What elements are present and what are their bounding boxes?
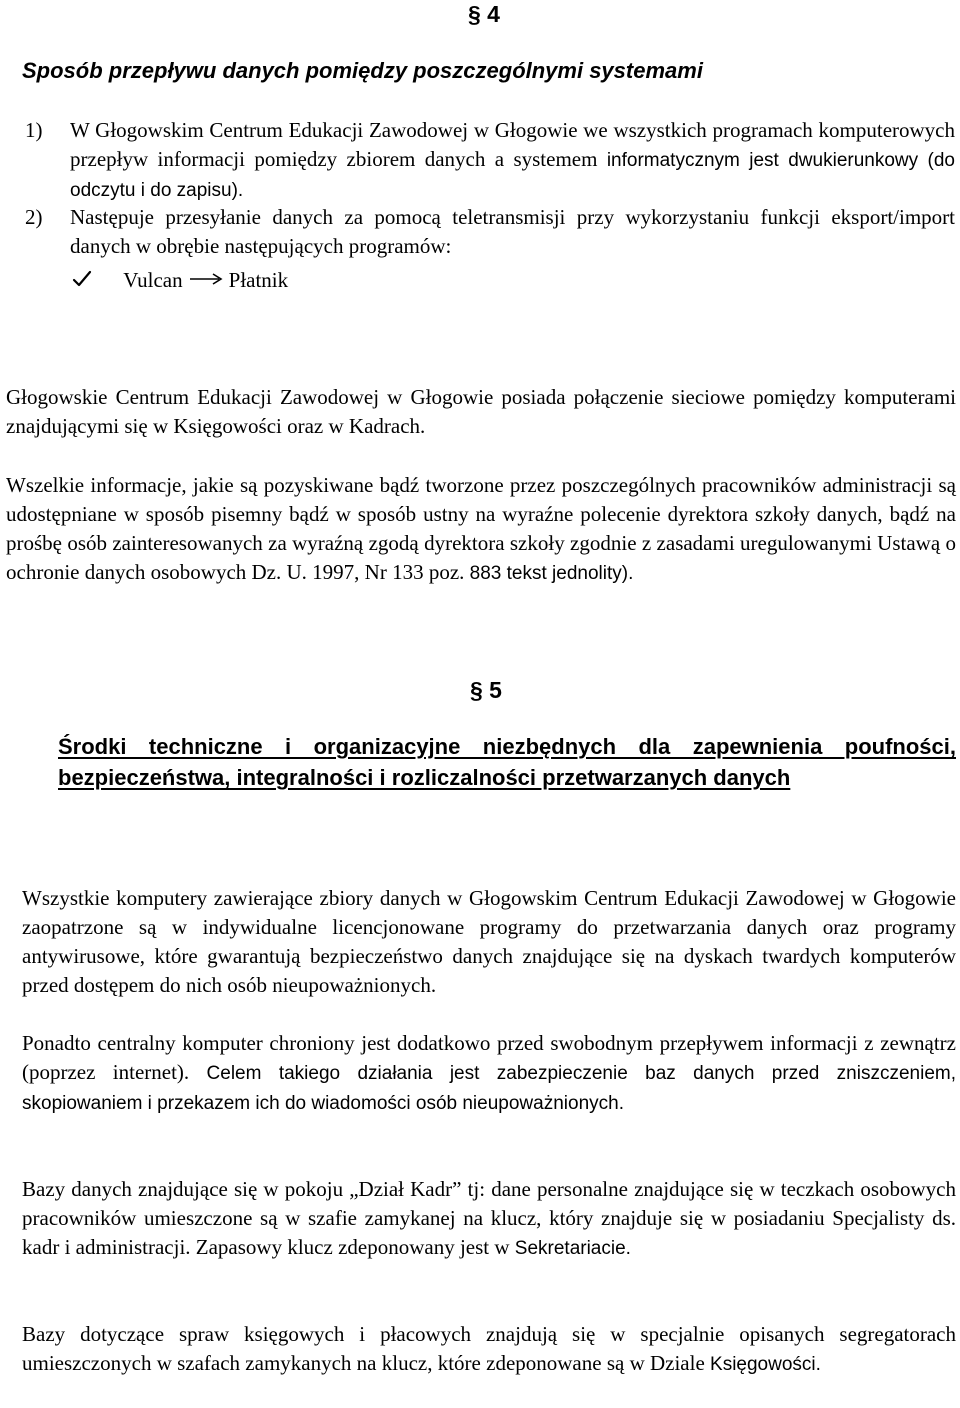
- paragraph-accounting-text-sans: Księgowości.: [710, 1354, 821, 1375]
- paragraph-information-text-sans: 883 tekst jednolity).: [469, 563, 634, 584]
- list-item-text-sans: informatycznym jest dwukierunkowy (do odczytu i do zapisu).: [70, 150, 955, 201]
- list-item-text: [70, 116, 955, 205]
- paragraph-central-text-serif: Ponadto centralny komputer chroniony jest dodatkowo przed swobodnym przepływem informacji z zewnątrz (poprzez internet).: [22, 1031, 956, 1084]
- list-item-1: [25, 116, 955, 206]
- section-4-title: Sposób przepływu danych pomiędzy poszczególnymi systemami: [22, 58, 703, 83]
- list-item-2: [25, 203, 955, 263]
- paragraph-accounting-text-serif: Bazy dotyczące spraw księgowych i płacowych znajdują się w specjalnie opisanych segregatorach umieszczonych w szafach zamykanych na klucz, które zdeponowane są w Dziale: [22, 1322, 956, 1375]
- list-item-number: 2): [25, 205, 43, 229]
- list-item-text-serif: W Głogowskim Centrum Edukacji Zawodowej w Głogowie we wszystkich programach komputerowych przepływ informacji pomiędzy zbiorem danych a systemem: [70, 118, 955, 171]
- paragraph-hr-text-serif: Bazy danych znajdujące się w pokoju „Dział Kadr” tj: dane personalne znajdujące się w teczkach osobowych pracowników umieszczone są w szafie zamykanej na klucz, który znajduje się w posiadaniu Specjalisty ds. kadr i administracji. Zapasowy klucz zdeponowany jest w: [22, 1177, 956, 1259]
- section-5-title: Środki techniczne i organizacyjne niezbędnych dla zapewnienia poufności, bezpieczeństwa, integralności i rozliczalności przetwarzanych danych: [58, 734, 956, 790]
- program-target: Płatnik: [228, 268, 289, 292]
- paragraph-hr-department: [22, 1175, 956, 1263]
- section-4-marker: § 4: [468, 1, 500, 27]
- paragraph-central-computer: [22, 1029, 956, 1118]
- list-item-text: Następuje przesyłanie danych za pomocą teletransmisji przy wykorzystaniu funkcji eksport/import danych w obrębie następujących programów:: [70, 205, 955, 258]
- section-5-marker: § 5: [470, 677, 502, 703]
- program-flow: [72, 266, 472, 295]
- paragraph-hr-text-sans: Sekretariacie.: [514, 1238, 631, 1259]
- paragraph-central-text-sans: Celem takiego działania jest zabezpieczenie baz danych przed zniszczeniem, skopiowaniem i przekazem ich do wiadomości osób nieupoważnionych.: [22, 1063, 956, 1114]
- paragraph-accounting: [22, 1320, 956, 1379]
- paragraph-information-sharing: [6, 471, 956, 588]
- right-arrow-icon: [189, 272, 223, 286]
- check-icon: [72, 269, 92, 289]
- program-source: Vulcan: [123, 268, 183, 292]
- list-item-number: 1): [25, 118, 43, 142]
- paragraph-computers: Wszystkie komputery zawierające zbiory danych w Głogowskim Centrum Edukacji Zawodowej w Głogowie zaopatrzone są w indywidualne licencjonowane programy do przetwarzania danych oraz programy antywirusowe, które gwarantują bezpieczeństwo danych znajdujące się na dyskach twardych komputerów przed dostępem do nich osób nieupoważnionych.: [22, 886, 956, 997]
- paragraph-network: Głogowskie Centrum Edukacji Zawodowej w Głogowie posiada połączenie sieciowe pomiędzy komputerami znajdującymi się w Księgowości oraz w Kadrach.: [6, 385, 956, 438]
- paragraph-information-text-serif: Wszelkie informacje, jakie są pozyskiwane bądź tworzone przez poszczególnych pracowników administracji są udostępniane w sposób pisemny bądź w sposób ustny na wyraźne polecenie dyrektora szkoły danych, bądź na prośbę osób zainteresowanych za wyraźną zgodą dyrektora szkoły zgodnie z zasadami uregulowanymi Ustawą o ochronie danych osobowych Dz. U. 1997, Nr 133 poz.: [6, 473, 956, 584]
